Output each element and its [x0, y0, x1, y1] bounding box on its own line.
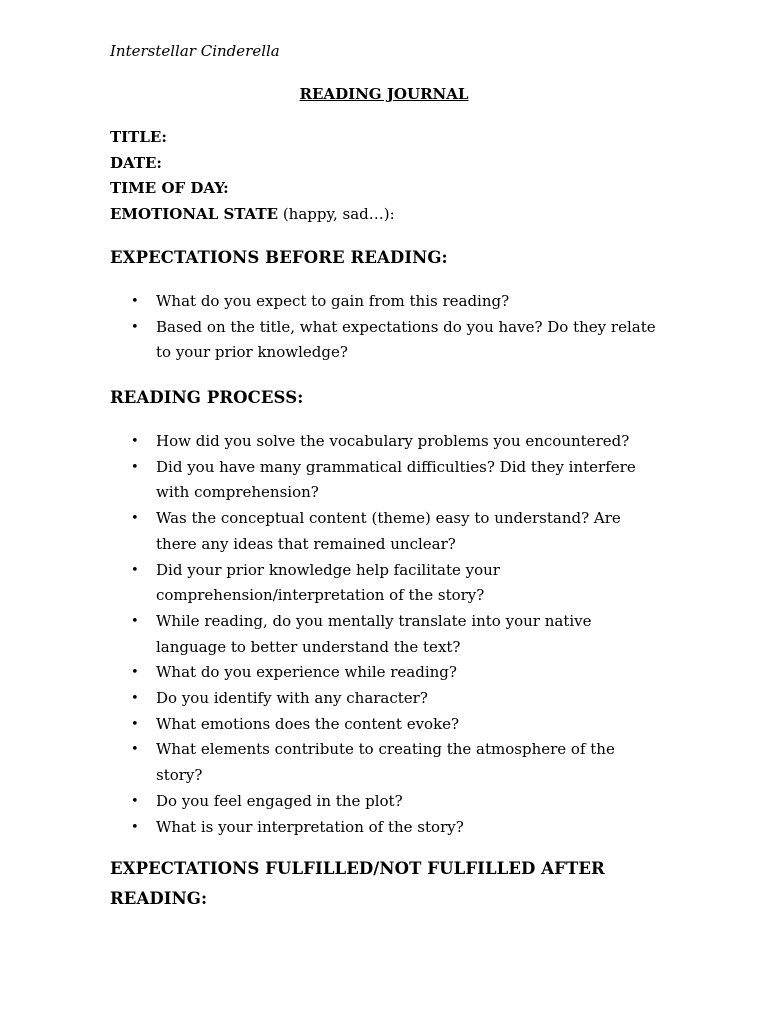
field-date — [110, 153, 395, 179]
list-item — [110, 815, 658, 841]
bullet-icon: • — [131, 434, 139, 449]
bullet-icon: • — [131, 319, 139, 335]
bullet-icon: • — [131, 691, 139, 707]
bullet-icon: • — [131, 562, 139, 578]
running-header: Interstellar Cinderella — [110, 42, 280, 60]
question-text: While reading, do you mentally translate into your native language to better understand the text? — [156, 611, 592, 656]
question-text: How did you solve the vocabulary problems you encountered? — [156, 432, 630, 450]
question-text: What do you expect to gain from this reading? — [156, 292, 510, 310]
section-heading-reading-process: READING PROCESS: — [110, 388, 304, 407]
question-text: What do you experience while reading? — [156, 663, 457, 682]
question-text: What is your interpretation of the story? — [156, 817, 464, 836]
list-item — [110, 289, 658, 315]
field-label: TIME OF DAY: — [110, 179, 229, 198]
field-label: EMOTIONAL STATE — [110, 205, 279, 224]
list-item — [110, 558, 658, 609]
question-text: What elements contribute to creating the atmosphere of the story? — [156, 740, 615, 785]
list-item — [110, 712, 658, 738]
field-note: (happy, sad…): — [278, 205, 395, 224]
bullet-icon: • — [131, 665, 139, 681]
question-text: Did you have many grammatical difficulties? Did they interfere with comprehension? — [156, 457, 636, 502]
journal-fields — [110, 127, 395, 230]
list-item — [110, 455, 658, 506]
field-title — [110, 127, 395, 153]
question-list-process — [110, 429, 658, 840]
bullet-icon: • — [131, 511, 139, 527]
section-heading-expectations-after: EXPECTATIONS FULFILLED/NOT FULFILLED AFTER READING: — [110, 859, 605, 908]
bullet-icon: • — [131, 459, 139, 475]
question-text: Was the conceptual content (theme) easy to understand? Are there any ideas that remained unclear? — [156, 509, 621, 553]
bullet-icon: • — [131, 294, 139, 309]
list-item — [110, 609, 658, 660]
question-list-before — [110, 289, 658, 366]
list-item — [110, 429, 658, 455]
bullet-icon: • — [131, 613, 139, 629]
bullet-icon: • — [131, 742, 139, 758]
question-text: Do you feel engaged in the plot? — [156, 791, 403, 810]
list-item — [110, 789, 658, 815]
bullet-icon: • — [131, 793, 139, 809]
bullet-icon: • — [131, 819, 139, 835]
section-heading-expectations-before: EXPECTATIONS BEFORE READING: — [110, 248, 448, 267]
document-title: READING JOURNAL — [299, 85, 469, 103]
list-item — [110, 686, 658, 712]
field-label: TITLE: — [110, 128, 167, 146]
field-emotional-state — [110, 204, 395, 230]
list-item — [110, 660, 658, 686]
question-text: Based on the title, what expectations do you have? Do they relate to your prior knowledge? — [156, 317, 656, 362]
field-time-of-day — [110, 178, 395, 204]
question-text: Did your prior knowledge help facilitate your comprehension/interpretation of the story? — [156, 560, 500, 605]
list-item — [110, 506, 658, 557]
list-item — [110, 315, 658, 366]
bullet-icon: • — [131, 716, 139, 732]
field-label: DATE: — [110, 153, 162, 172]
list-item — [110, 737, 658, 788]
question-text: Do you identify with any character? — [156, 689, 428, 708]
question-text: What emotions does the content evoke? — [156, 714, 460, 733]
